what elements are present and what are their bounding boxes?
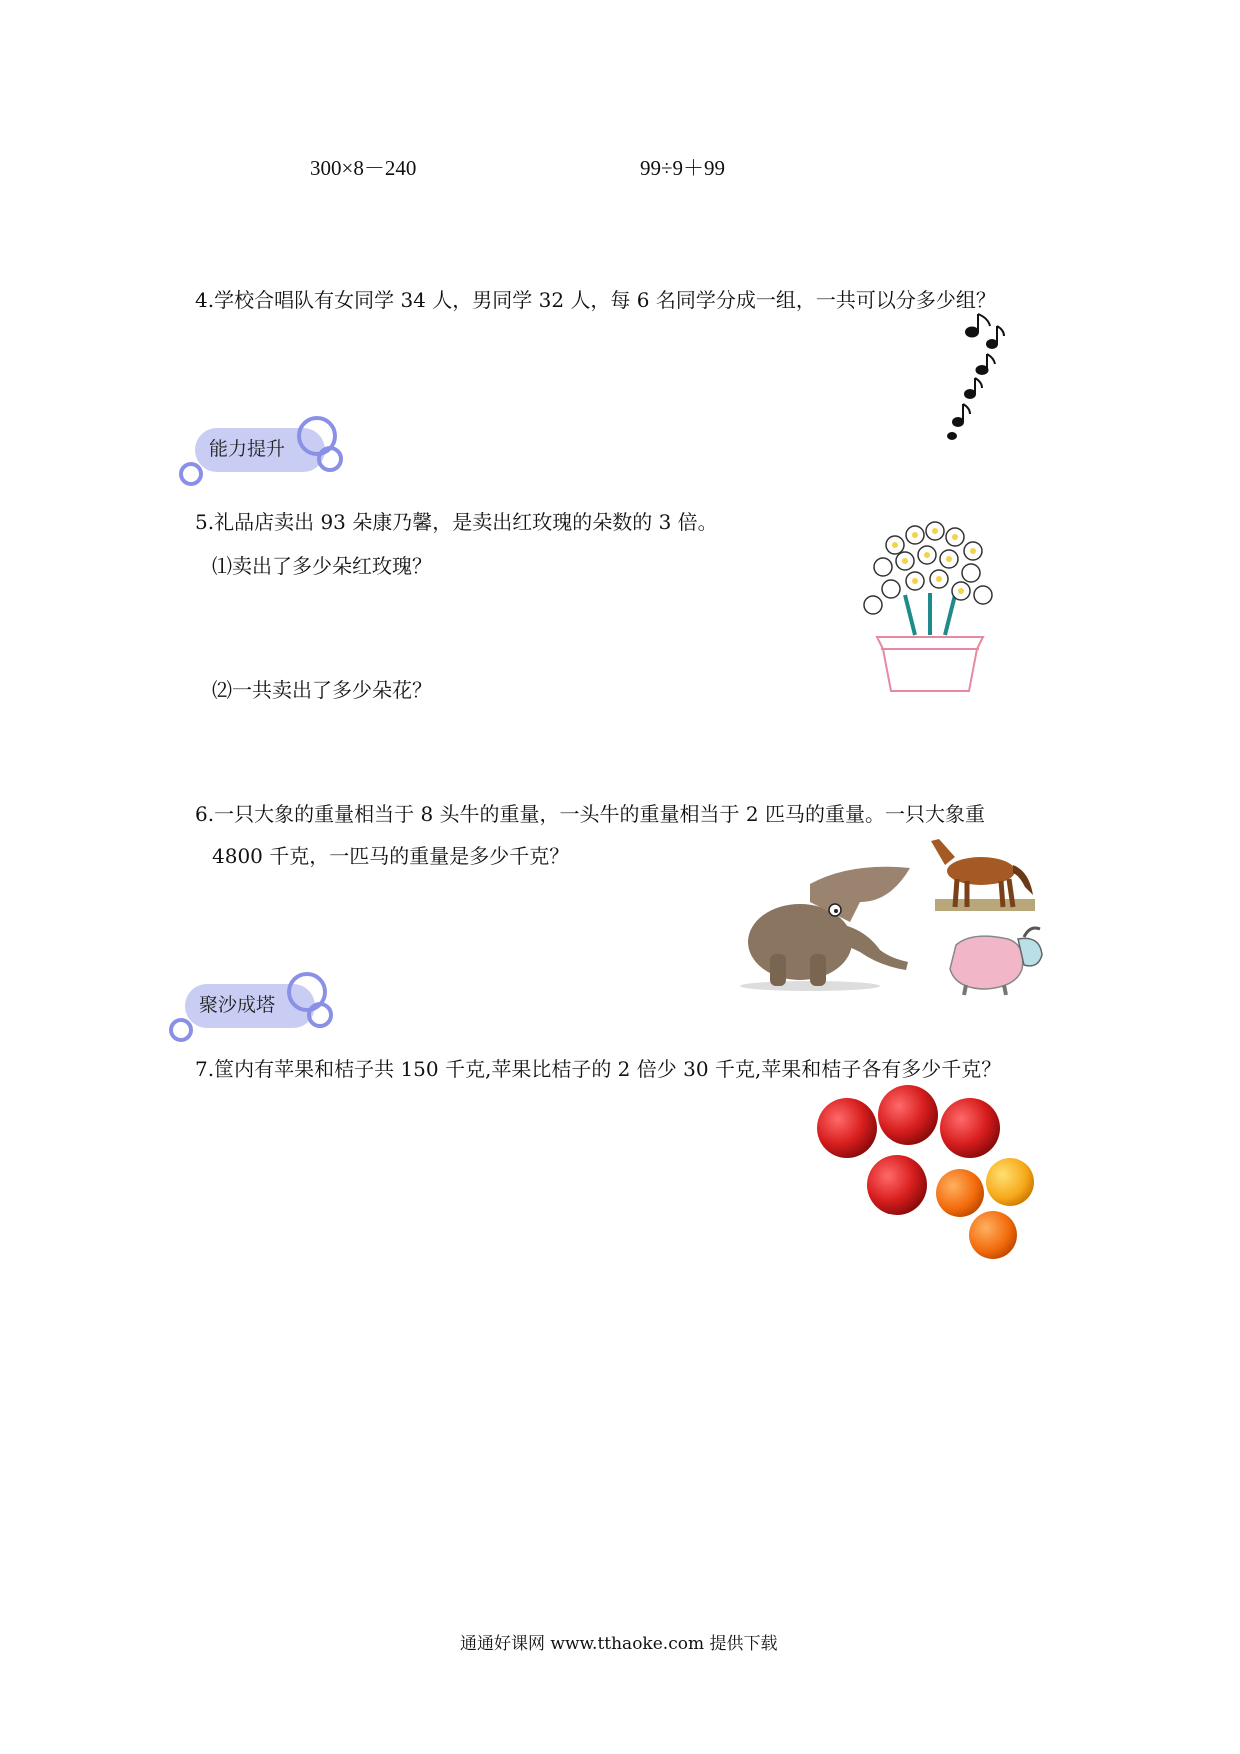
question-7: 7.筐内有苹果和桔子共 150 千克,苹果比桔子的 2 倍少 30 千克,苹果和桔子各有多少千克？ [195,1057,1002,1081]
question-6-line2: 4800 千克，一匹马的重量是多少千克？ [212,844,570,868]
section-title: 聚沙成塔 [199,994,276,1016]
music-notes-icon [940,312,1020,442]
question-4: 4.学校合唱队有女同学 34 人，男同学 32 人，每 6 名同学分成一组，一共可以分多少组？ [195,288,996,312]
horse-icon [925,835,1040,915]
question-6-line1: 6.一只大象的重量相当于 8 头牛的重量，一头牛的重量相当于 2 匹马的重量。一只大象重 [195,802,985,826]
expression-1: 300×8－240 [310,156,417,180]
question-5-sub2: ⑵一共卖出了多少朵花？ [212,678,432,702]
elephant-icon [740,862,920,992]
question-5-stem: 5.礼品店卖出 93 朵康乃馨，是卖出红玫瑰的朵数的 3 倍。 [195,510,718,534]
ox-icon [942,925,1052,997]
apples-oranges-icon [815,1085,1050,1265]
section-badge-practice [165,974,335,1044]
flower-pot-icon [855,515,1005,695]
section-badge-ability [175,418,345,488]
question-5-sub1: ⑴卖出了多少朵红玫瑰？ [212,554,432,578]
footer-text: 通通好课网 www.tthaoke.com 提供下载 [460,1634,778,1654]
expression-2: 99÷9＋99 [640,156,726,180]
section-title: 能力提升 [209,438,286,460]
